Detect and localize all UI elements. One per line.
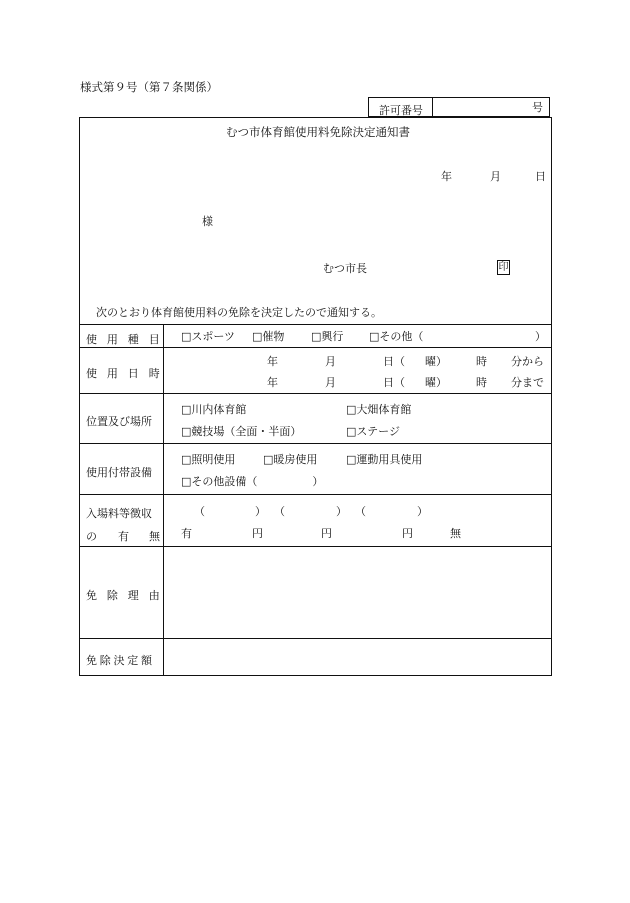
checkbox-ohata-gym[interactable]: □大畑体育館 — [346, 403, 412, 416]
paren-open-2: （ — [274, 505, 285, 518]
start-minute: 分から — [511, 355, 544, 368]
start-weekday: 曜） — [425, 355, 447, 368]
row-usage-type — [80, 325, 551, 347]
end-day: 日（ — [383, 376, 405, 389]
equipment-label: 使用付帯設備 — [86, 466, 152, 479]
details-table — [79, 324, 552, 676]
row-location — [80, 393, 551, 443]
notice-header — [79, 117, 552, 325]
end-year: 年 — [267, 376, 278, 389]
checkbox-arena[interactable]: □競技場（全面・半面） — [181, 425, 302, 438]
admission-yen-2: 円 — [321, 527, 332, 540]
start-year: 年 — [267, 355, 278, 368]
row-usage-datetime — [80, 347, 551, 393]
permit-number-box — [368, 97, 550, 117]
paren-open-3: （ — [355, 505, 366, 518]
checkbox-event[interactable]: □催物 — [252, 330, 285, 343]
date-year: 年 — [441, 170, 452, 183]
seal-mark: 印 — [498, 262, 509, 273]
date-day: 日 — [535, 170, 546, 183]
paren-close-2: ） — [336, 505, 347, 518]
admission-label-2a: の — [86, 530, 97, 543]
form-number: 様式第９号（第７条関係） — [80, 80, 218, 94]
checkbox-lighting[interactable]: □照明使用 — [181, 453, 236, 466]
permit-number-suffix: 号 — [532, 101, 543, 114]
location-label: 位置及び場所 — [86, 415, 152, 428]
intro-text: 次のとおり体育館使用料の免除を決定したので通知する。 — [96, 306, 382, 319]
reason-label: 免除理由 — [86, 589, 170, 602]
permit-number-label: 許可番号 — [379, 104, 423, 117]
checkbox-sports[interactable]: □スポーツ — [181, 330, 235, 343]
paren-open-1: （ — [194, 505, 205, 518]
checkbox-sports-equipment[interactable]: □運動用具使用 — [346, 453, 423, 466]
amount-label: 免除決定額 — [86, 654, 155, 667]
issuer-name: むつ市長 — [323, 262, 367, 275]
paren-close-3: ） — [417, 505, 428, 518]
end-hour: 時 — [476, 376, 487, 389]
paren-close-1: ） — [255, 505, 266, 518]
other-close-paren: ） — [535, 330, 546, 343]
admission-yen-3: 円 — [402, 527, 413, 540]
checkbox-other-equipment[interactable]: □その他設備（ ） — [181, 475, 324, 488]
start-month: 月 — [325, 355, 336, 368]
usage-datetime-label: 使用日時 — [86, 367, 170, 380]
checkbox-kawauchi-gym[interactable]: □川内体育館 — [181, 403, 247, 416]
date-month: 月 — [490, 170, 501, 183]
admission-label-2b: 有 — [118, 530, 129, 543]
start-hour: 時 — [476, 355, 487, 368]
row-equipment — [80, 443, 551, 494]
admission-no[interactable]: 無 — [450, 527, 461, 540]
row-amount — [80, 638, 551, 675]
admission-yen-1: 円 — [252, 527, 263, 540]
checkbox-show[interactable]: □興行 — [311, 330, 344, 343]
end-month: 月 — [325, 376, 336, 389]
checkbox-heating[interactable]: □暖房使用 — [263, 453, 318, 466]
checkbox-other[interactable]: □その他（ — [369, 330, 424, 343]
admission-label-2c: 無 — [149, 530, 160, 543]
row-reason — [80, 546, 551, 638]
addressee-suffix: 様 — [202, 215, 213, 228]
checkbox-stage[interactable]: □ステージ — [346, 425, 400, 438]
document-title: むつ市体育館使用料免除決定通知書 — [226, 125, 410, 139]
usage-type-label: 使用種目 — [86, 333, 170, 346]
admission-yes[interactable]: 有 — [181, 527, 192, 540]
end-weekday: 曜） — [425, 376, 447, 389]
row-admission — [80, 494, 551, 546]
end-minute: 分まで — [511, 376, 544, 389]
start-day: 日（ — [383, 355, 405, 368]
admission-label-1: 入場料等徴収 — [86, 507, 152, 520]
